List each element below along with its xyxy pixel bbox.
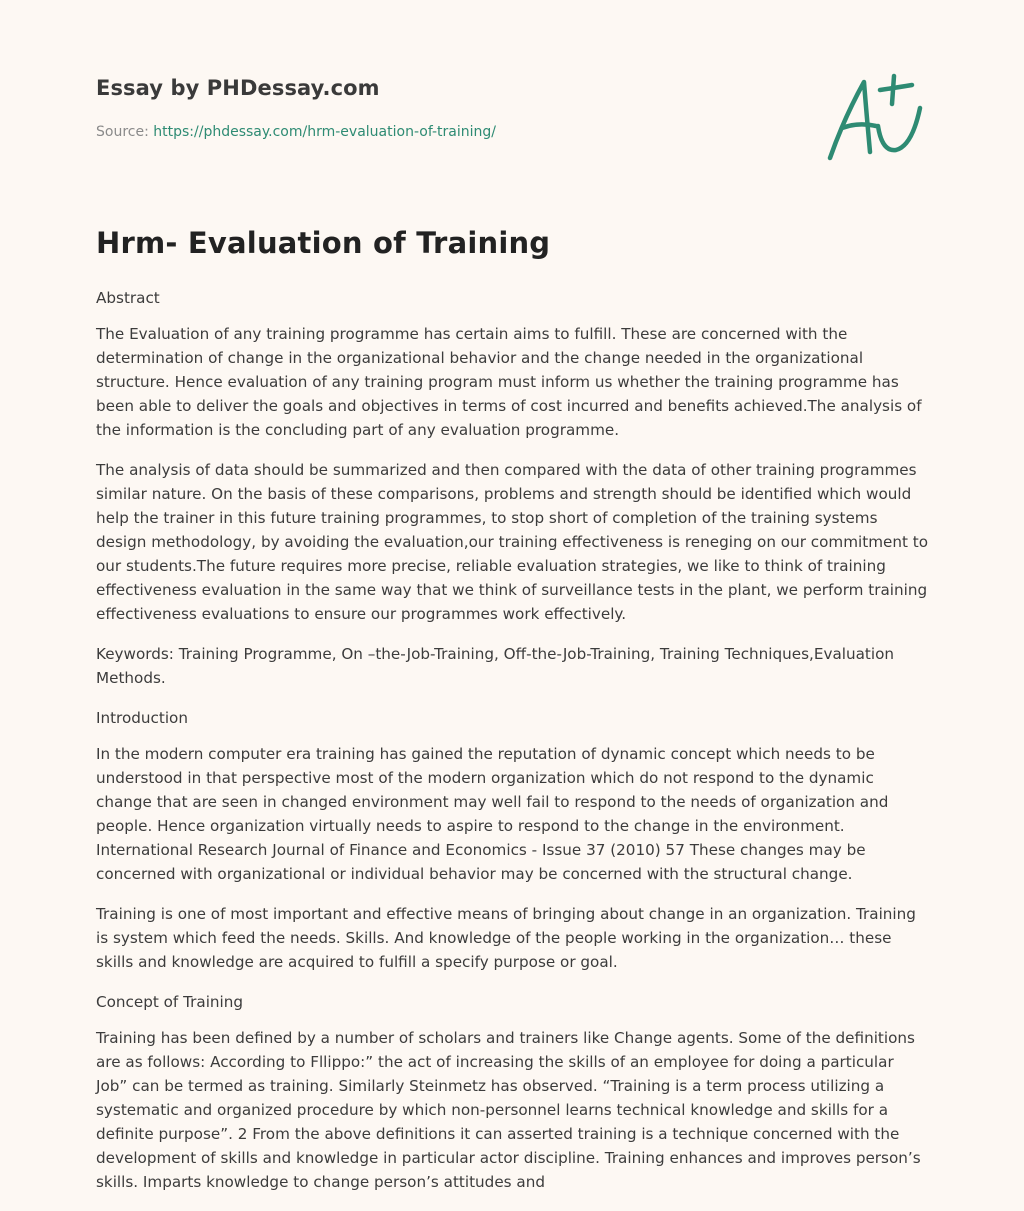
paragraph: Training has been defined by a number of scholars and trainers like Change agents. Some of the definitions are as follows: According to Fllippo:” the act of increasing the skills of an employee for doing a particular Job” can be termed as training. Similarly Steinmetz has observed. “Training is a term process utilizing a systematic and organized procedure by which non-personnel learns technical knowledge and skills for a definite purpose”. 2 From the above definitions it can asserted training is a technique concerned with the development of skills and knowledge in particular actor discipline. Training enhances and improves person’s skills. Imparts knowledge to change person’s attitudes and — [96, 1029, 921, 1191]
keywords-paragraph: Keywords: Training Programme, On –the-Job-Training, Off-the-Job-Training, Training Techniques,Evaluation Methods. — [96, 645, 894, 687]
essay-body — [96, 286, 928, 1210]
source-label: Source: — [96, 124, 154, 140]
section-heading-concept: Concept of Training — [96, 993, 244, 1011]
a-plus-logo-icon — [820, 68, 930, 168]
paragraph: The Evaluation of any training programme has certain aims to fulfill. These are concerned with the determination of change in the organizational behavior and the change needed in the organizational structure. Hence evaluation of any training program must inform us whether the training programme has been able to deliver the goals and objectives in terms of cost incurred and benefits achieved.The analysis of the information is the concluding part of any evaluation programme. — [96, 325, 922, 439]
site-brand: Essay by PHDessay.com — [96, 76, 380, 100]
source-link[interactable]: https://phdessay.com/hrm-evaluation-of-training/ — [153, 124, 496, 140]
section-heading-abstract: Abstract — [96, 289, 160, 307]
source-line — [96, 124, 496, 140]
essay-title: Hrm- Evaluation of Training — [96, 226, 551, 260]
section-heading-introduction: Introduction — [96, 709, 188, 727]
paragraph: Training is one of most important and effective means of bringing about change in an organization. Training is system which feed the needs. Skills. And knowledge of the people working in the organization… these skills and knowledge are acquired to fulfill a specify purpose or goal. — [96, 905, 916, 971]
paragraph: The analysis of data should be summarized and then compared with the data of other training programmes similar nature. On the basis of these comparisons, problems and strength should be identified which would help the trainer in this future training programmes, to stop short of completion of the training systems design methodology, by avoiding the evaluation,our training effectiveness is reneging on our commitment to our students.The future requires more precise, reliable evaluation strategies, we like to think of training effectiveness evaluation in the same way that we think of surveillance tests in the plant, we perform training effectiveness evaluations to ensure our programmes work effectively. — [96, 461, 928, 623]
paragraph: In the modern computer era training has gained the reputation of dynamic concept which needs to be understood in that perspective most of the modern organization which do not respond to the dynamic change that are seen in changed environment may well fail to respond to the needs of organization and people. Hence organization virtually needs to aspire to respond to the change in the environment. International Research Journal of Finance and Economics - Issue 37 (2010) 57 These changes may be concerned with organizational or individual behavior may be concerned with the structural change. — [96, 745, 889, 883]
